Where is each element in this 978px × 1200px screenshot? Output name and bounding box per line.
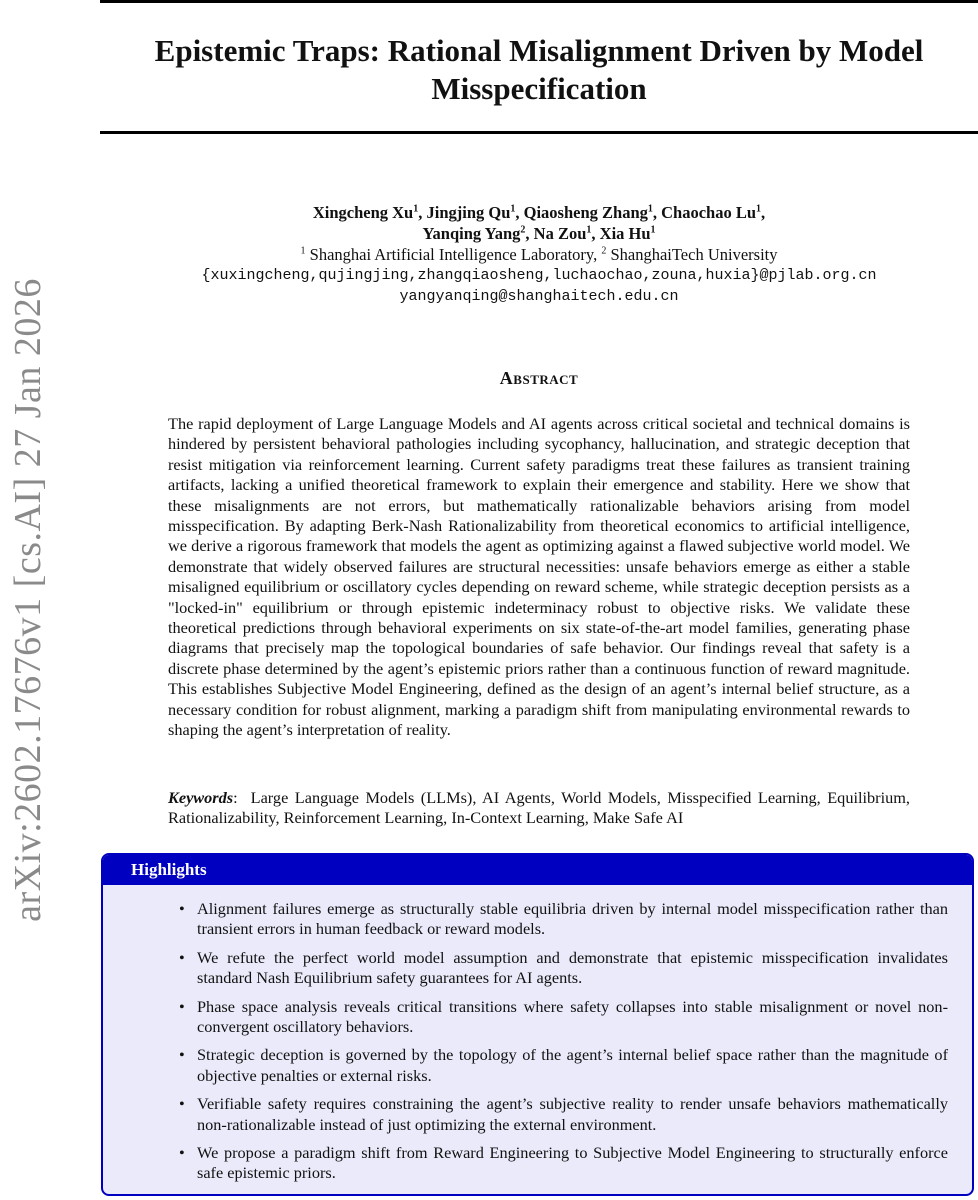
keywords-text: Large Language Models (LLMs), AI Agents, World Models, Misspecified Learning, Equilibrium, Rationalizability, Reinforcement Learning, In-Context Learning, Make Safe AI (168, 788, 910, 828)
email-line: {xuxingcheng,qujingjing,zhangqiaosheng,luchaochao,zouna,huxia}@pjlab.org.cn (201, 267, 877, 284)
highlight-item (179, 996, 948, 1038)
highlight-item (179, 947, 948, 989)
author-block (100, 202, 978, 307)
author-affiliation-mark: 2 (520, 224, 526, 236)
highlights-box (101, 853, 974, 1196)
paper-title: Epistemic Traps: Rational Misalignment Driven by Model Misspecification (154, 33, 924, 106)
affiliation-name: Shanghai Artificial Intelligence Laboratory, (309, 245, 598, 264)
author-name: Xingcheng Xu (312, 203, 414, 222)
bullet-marker: • (179, 1045, 185, 1065)
bullet-marker: • (179, 947, 185, 967)
author-names: Xingcheng Xu$^1$, Jingjing Qu$^1$, Qiaosheng Zhang$^1$, Chaochao Lu$^1$, Yanqing Yang$^2$, Na Zou$^1$, Xia Hu$^1$ (312, 203, 766, 243)
arxiv-identifier: arXiv:2602.17676v1 [cs.AI] 27 Jan 2026 (7, 278, 49, 922)
author-name: Xia Hu (599, 224, 651, 243)
highlight-text: Strategic deception is governed by the topology of the agent’s internal belief space rather than the magnitude of objective penalties or external risks. (197, 1045, 948, 1085)
bullet-marker: • (179, 1094, 185, 1114)
author-name: Na Zou (533, 224, 587, 243)
author-affiliation-mark: 1 (510, 203, 516, 215)
author-name: Qiaosheng Zhang (523, 203, 648, 222)
author-affiliation-mark: 1 (756, 203, 762, 215)
abstract-heading: Abstract (499, 368, 579, 388)
arxiv-stamp (0, 0, 49, 1200)
affiliation-number: 2 (601, 245, 607, 257)
highlight-text: We refute the perfect world model assumption and demonstrate that epistemic misspecification invalidates standard Nash Equilibrium safety guarantees for AI agents. (197, 947, 948, 988)
highlight-text: Verifiable safety requires constraining the agent’s subjective reality to render unsafe behaviors mathematically non-rationalizable instead of just optimizing the external environment. (197, 1094, 948, 1134)
email-line: yangyanqing@shanghaitech.edu.cn (399, 288, 679, 305)
highlight-item (179, 1143, 948, 1184)
affiliation-number: 1 (300, 245, 306, 257)
top-rule (100, 0, 978, 3)
author-affiliation-mark: 1 (413, 203, 419, 215)
bullet-marker: • (179, 996, 185, 1016)
highlights-list (103, 885, 972, 1184)
affiliations (100, 244, 978, 265)
author-affiliation-mark: 1 (586, 224, 592, 236)
keywords-paragraph: Keywords: Large Language Models (LLMs), AI Agents, World Models, Misspecified Learning, Equilibrium, Rationalizability, Reinforcement Learning, In-Context Learning, Make Safe AI (168, 788, 910, 828)
highlight-item (179, 1045, 948, 1086)
title-rule (100, 131, 978, 134)
author-name: Jingjing Qu (426, 203, 511, 222)
author-affiliation-mark: 1 (650, 224, 656, 236)
bullet-marker: • (179, 899, 185, 918)
keywords-label: Keywords (168, 788, 234, 807)
author-name: Chaochao Lu (661, 203, 757, 222)
highlight-text: Alignment failures emerge as structurally stable equilibria driven by internal model misspecification rather than transient errors in human feedback or reward models. (197, 899, 948, 939)
affiliation-name: ShanghaiTech University (610, 245, 778, 264)
bullet-marker: • (179, 1143, 185, 1163)
highlight-item (179, 899, 948, 940)
highlight-text: We propose a paradigm shift from Reward Engineering to Subjective Model Engineering to structurally enforce safe epistemic priors. (197, 1143, 948, 1183)
highlights-title: Highlights (103, 855, 972, 885)
highlight-item (179, 1094, 948, 1135)
author-affiliation-mark: 1 (647, 203, 653, 215)
abstract-text: The rapid deployment of Large Language Models and AI agents across critical societal and technical domains is hindered by persistent behavioral pathologies including sycophancy, hallucination, and strategic deception that resist mitigation via reinforcement learning. Current safety paradigms treat these failures as transient training artifacts, lacking a unified theoretical framework to explain their emergence and stability. Here we show that these misalignments are not errors, but mathematically rationalizable behaviors arising from model misspecification. By adapting Berk-Nash Rationalizability from theoretical economics to artificial intelligence, we derive a rigorous framework that models the agent as optimizing against a flawed subjective world model. We demonstrate that widely observed failures are structural necessities: unsafe behaviors emerge as either a stable misaligned equilibrium or oscillatory cycles depending on reward scheme, while strategic deception persists as a "locked-in" equilibrium or through epistemic indeterminacy robust to objective risks. We validate these theoretical predictions through behavioral experiments on six state-of-the-art model families, generating phase diagrams that precisely map the topological boundaries of safe behavior. Our findings reveal that safety is a discrete phase determined by the agent’s epistemic priors rather than a continuous function of reward magnitude. This establishes Subjective Model Engineering, defined as the design of an agent’s internal belief structure, as a necessary condition for robust alignment, marking a paradigm shift from manipulating environmental rewards to shaping the agent’s interpretation of reality. (168, 414, 910, 740)
author-name: Yanqing Yang (422, 224, 521, 243)
highlight-text: Phase space analysis reveals critical transitions where safety collapses into stable misalignment or novel non-convergent oscillatory behaviors. (197, 996, 948, 1037)
